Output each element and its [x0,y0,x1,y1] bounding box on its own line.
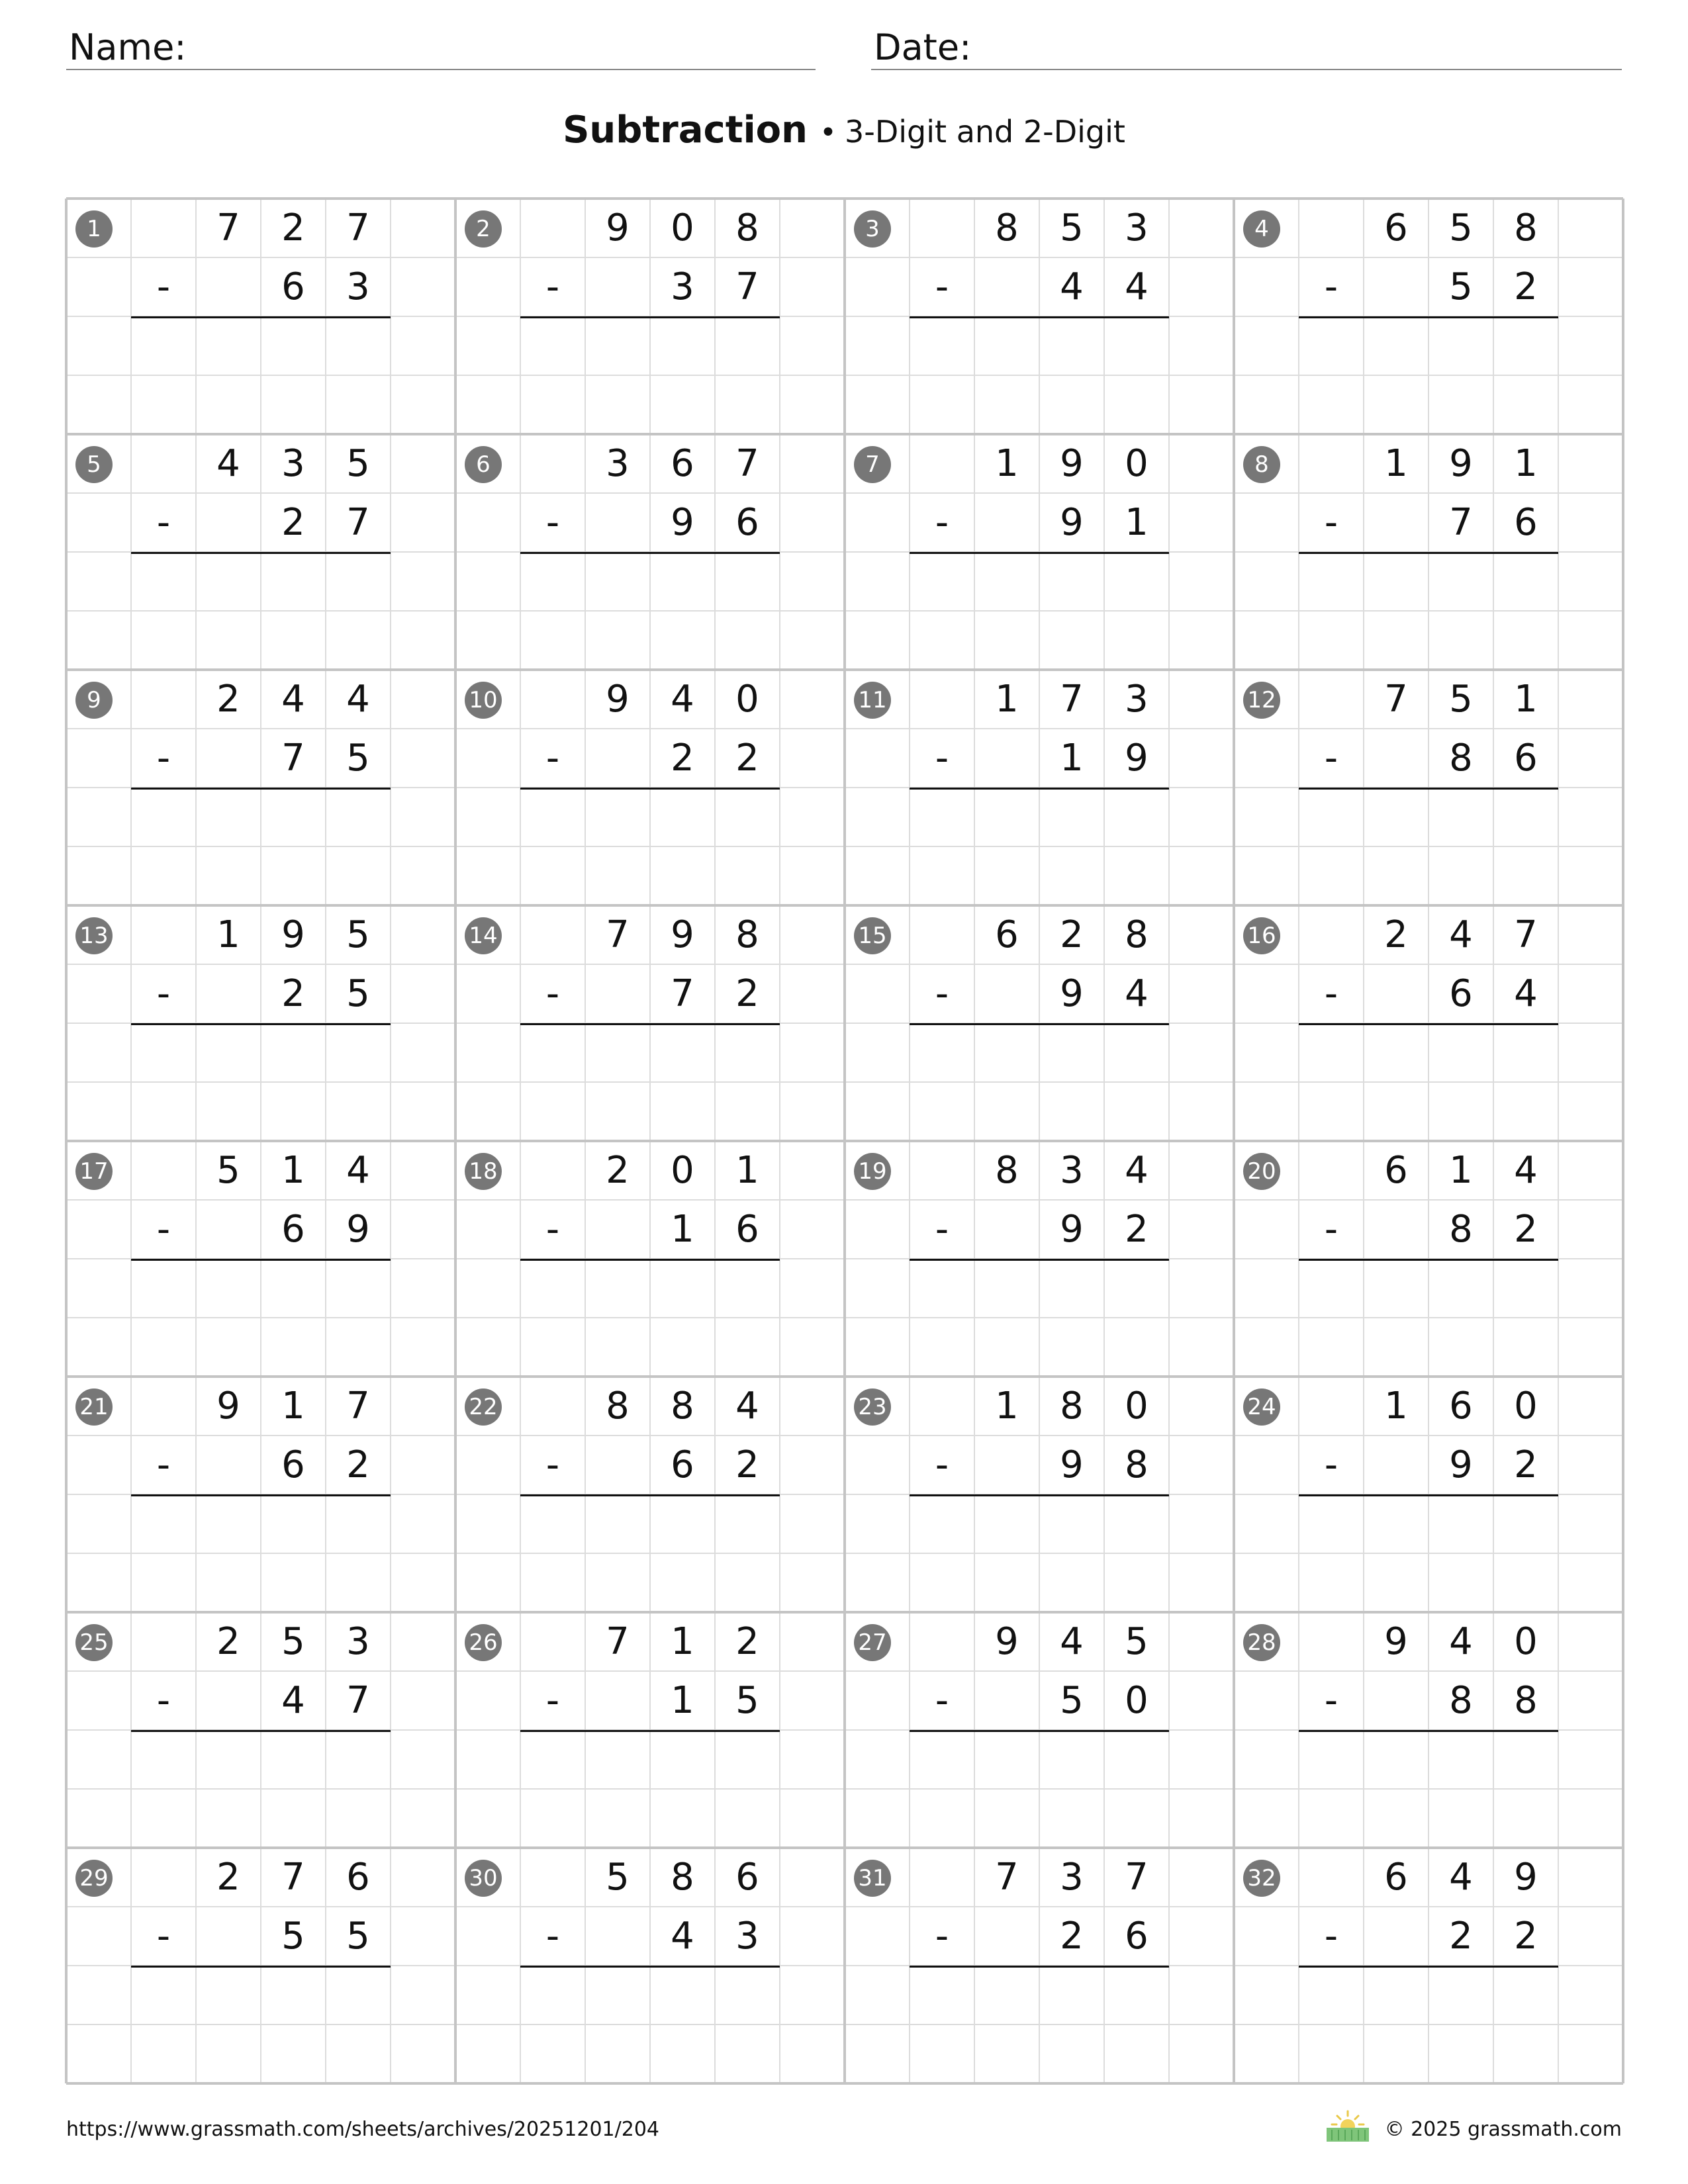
minuend-digit: 9 [216,1385,240,1428]
answer-rule [910,1730,1169,1732]
problem-23 [845,1377,1233,1612]
problem-number-badge: 9 [75,682,113,719]
problem-number-badge: 28 [1243,1624,1280,1661]
title-subtitle: 3-Digit and 2-Digit [844,114,1125,150]
minuend-digit: 3 [1060,1856,1084,1899]
subtrahend-digit: 8 [1449,1208,1473,1251]
name-label: Name: [69,26,187,68]
minuend-digit: 5 [346,442,370,485]
minuend-digit: 1 [995,442,1019,485]
minus-sign: - [545,1208,560,1251]
problem-26 [455,1612,843,1848]
subtrahend-digit: 2 [1514,1915,1538,1958]
answer-rule [910,552,1169,554]
minus-sign: - [1324,501,1338,544]
minus-sign: - [1324,1208,1338,1251]
subtrahend-digit: 8 [1449,737,1473,780]
subtrahend-digit: 2 [1514,1208,1538,1251]
minus-sign: - [545,1443,560,1486]
subtrahend-digit: 2 [1125,1208,1149,1251]
minuend-digit: 8 [671,1385,694,1428]
subtrahend-digit: 5 [1060,1679,1084,1722]
problem-number-badge: 21 [75,1388,113,1426]
minus-sign: - [935,1679,949,1722]
problem-number-badge: 25 [75,1624,113,1661]
minus-sign: - [545,1915,560,1958]
answer-rule [131,1023,391,1025]
answer-rule [1299,1259,1558,1261]
problem-29 [66,1848,454,2083]
minuend-digit: 9 [995,1620,1019,1663]
answer-rule [1299,316,1558,318]
minuend-digit: 8 [671,1856,694,1899]
subtrahend-digit: 9 [1449,1443,1473,1486]
subtrahend-digit: 6 [735,501,759,544]
minuend-digit: 9 [1449,442,1473,485]
subtrahend-digit: 9 [1060,501,1084,544]
subtrahend-digit: 1 [1060,737,1084,780]
problem-14 [455,905,843,1141]
minuend-digit: 4 [1449,1620,1473,1663]
minuend-digit: 2 [216,1856,240,1899]
answer-rule [1299,1966,1558,1968]
minuend-digit: 9 [606,206,630,250]
minuend-digit: 8 [735,206,759,250]
minuend-digit: 1 [281,1149,305,1192]
minus-sign: - [935,1915,949,1958]
minuend-digit: 4 [671,678,694,721]
minuend-digit: 6 [995,913,1019,956]
problem-4 [1234,199,1622,434]
minuend-digit: 7 [346,206,370,250]
minus-sign: - [156,1679,171,1722]
problem-5 [66,434,454,670]
date-label: Date: [874,26,972,68]
minuend-digit: 7 [1125,1856,1149,1899]
answer-rule [131,1494,391,1496]
minuend-digit: 5 [1125,1620,1149,1663]
problem-number-badge: 23 [854,1388,891,1426]
minuend-digit: 4 [1449,913,1473,956]
subtrahend-digit: 6 [281,1443,305,1486]
minuend-digit: 0 [735,678,759,721]
problem-2 [455,199,843,434]
subtrahend-digit: 3 [735,1915,759,1958]
minus-sign: - [1324,1443,1338,1486]
subtrahend-digit: 8 [1514,1679,1538,1722]
problem-number-badge: 32 [1243,1860,1280,1897]
subtrahend-digit: 2 [735,1443,759,1486]
problem-30 [455,1848,843,2083]
answer-rule [910,1259,1169,1261]
answer-rule [1299,1023,1558,1025]
minuend-digit: 8 [1125,913,1149,956]
subtrahend-digit: 5 [346,1915,370,1958]
problem-number-badge: 12 [1243,682,1280,719]
minuend-digit: 8 [995,206,1019,250]
answer-rule [131,1730,391,1732]
minus-sign: - [156,1208,171,1251]
answer-rule [910,316,1169,318]
minuend-digit: 3 [606,442,630,485]
minus-sign: - [545,737,560,780]
minuend-digit: 1 [281,1385,305,1428]
minus-sign: - [935,972,949,1015]
problem-16 [1234,905,1622,1141]
subtrahend-digit: 9 [671,501,694,544]
subtrahend-digit: 1 [671,1679,694,1722]
subtrahend-digit: 7 [671,972,694,1015]
answer-rule [520,316,780,318]
subtrahend-digit: 9 [1060,1208,1084,1251]
minus-sign: - [935,1208,949,1251]
problem-number-badge: 16 [1243,917,1280,954]
subtrahend-digit: 9 [1125,737,1149,780]
subtrahend-digit: 6 [281,1208,305,1251]
problem-3 [845,199,1233,434]
minuend-digit: 1 [1449,1149,1473,1192]
problem-8 [1234,434,1622,670]
subtrahend-digit: 8 [1449,1679,1473,1722]
problem-number-badge: 24 [1243,1388,1280,1426]
problem-number-badge: 8 [1243,446,1280,483]
minuend-digit: 7 [606,913,630,956]
minuend-digit: 2 [216,1620,240,1663]
minuend-digit: 2 [735,1620,759,1663]
minuend-digit: 6 [671,442,694,485]
answer-rule [131,1259,391,1261]
problem-number-badge: 20 [1243,1153,1280,1190]
minuend-digit: 6 [346,1856,370,1899]
subtrahend-digit: 5 [281,1915,305,1958]
minus-sign: - [1324,737,1338,780]
problem-10 [455,670,843,905]
answer-rule [910,788,1169,790]
answer-rule [1299,1730,1558,1732]
minuend-digit: 9 [1060,442,1084,485]
minuend-digit: 9 [606,678,630,721]
minuend-digit: 0 [1514,1385,1538,1428]
subtrahend-digit: 1 [671,1208,694,1251]
minuend-digit: 5 [1449,206,1473,250]
subtrahend-digit: 7 [1449,501,1473,544]
problem-number-badge: 22 [465,1388,502,1426]
subtrahend-digit: 6 [735,1208,759,1251]
answer-rule [520,788,780,790]
problem-1 [66,199,454,434]
subtrahend-digit: 7 [346,501,370,544]
title-main: Subtraction [563,109,808,152]
answer-rule [520,552,780,554]
minus-sign: - [1324,1679,1338,1722]
minuend-digit: 2 [1060,913,1084,956]
minus-sign: - [156,265,171,308]
answer-rule [1299,1494,1558,1496]
minuend-digit: 4 [735,1385,759,1428]
minuend-digit: 4 [216,442,240,485]
answer-rule [131,1966,391,1968]
answer-rule [520,1730,780,1732]
minuend-digit: 3 [346,1620,370,1663]
problem-13 [66,905,454,1141]
minus-sign: - [545,1679,560,1722]
subtrahend-digit: 2 [1060,1915,1084,1958]
minuend-digit: 8 [735,913,759,956]
subtrahend-digit: 2 [1514,1443,1538,1486]
problem-number-badge: 5 [75,446,113,483]
answer-rule [131,552,391,554]
minuend-digit: 5 [606,1856,630,1899]
subtrahend-digit: 2 [281,501,305,544]
answer-rule [1299,788,1558,790]
minuend-digit: 6 [1384,1856,1408,1899]
subtrahend-digit: 8 [1125,1443,1149,1486]
minus-sign: - [545,265,560,308]
problem-number-badge: 14 [465,917,502,954]
minus-sign: - [156,737,171,780]
problem-number-badge: 3 [854,210,891,248]
minuend-digit: 6 [1449,1385,1473,1428]
minuend-digit: 1 [995,1385,1019,1428]
minuend-digit: 7 [216,206,240,250]
minus-sign: - [935,737,949,780]
problem-12 [1234,670,1622,905]
minuend-digit: 0 [1514,1620,1538,1663]
answer-rule [520,1259,780,1261]
problem-number-badge: 2 [465,210,502,248]
subtrahend-digit: 5 [1449,265,1473,308]
minuend-digit: 3 [1060,1149,1084,1192]
subtrahend-digit: 4 [671,1915,694,1958]
minuend-digit: 7 [1060,678,1084,721]
minus-sign: - [545,972,560,1015]
minuend-digit: 6 [1384,1149,1408,1192]
minuend-digit: 1 [1384,1385,1408,1428]
subtrahend-digit: 9 [1060,1443,1084,1486]
minus-sign: - [1324,972,1338,1015]
minuend-digit: 4 [1514,1149,1538,1192]
subtrahend-digit: 6 [281,265,305,308]
problem-number-badge: 6 [465,446,502,483]
minus-sign: - [1324,1915,1338,1958]
answer-rule [1299,552,1558,554]
minuend-digit: 4 [1449,1856,1473,1899]
problem-number-badge: 31 [854,1860,891,1897]
problem-number-badge: 10 [465,682,502,719]
minuend-digit: 5 [216,1149,240,1192]
problem-number-badge: 19 [854,1153,891,1190]
minuend-digit: 7 [735,442,759,485]
minuend-digit: 1 [735,1149,759,1192]
answer-rule [131,316,391,318]
problem-25 [66,1612,454,1848]
subtrahend-digit: 2 [281,972,305,1015]
minus-sign: - [935,265,949,308]
minuend-digit: 0 [671,206,694,250]
footer-url[interactable]: https://www.grassmath.com/sheets/archives/20251201/204 [66,2118,660,2141]
subtrahend-digit: 2 [1514,265,1538,308]
subtrahend-digit: 2 [671,737,694,780]
problem-27 [845,1612,1233,1848]
subtrahend-digit: 5 [346,972,370,1015]
subtrahend-digit: 6 [1514,501,1538,544]
minuend-digit: 0 [1125,442,1149,485]
subtrahend-digit: 9 [346,1208,370,1251]
subtrahend-digit: 4 [1125,972,1149,1015]
minuend-digit: 4 [1125,1149,1149,1192]
subtrahend-digit: 7 [735,265,759,308]
problem-11 [845,670,1233,905]
subtrahend-digit: 2 [1449,1915,1473,1958]
minus-sign: - [1324,265,1338,308]
minuend-digit: 7 [995,1856,1019,1899]
footer-copyright: © 2025 grassmath.com [1384,2118,1622,2141]
minuend-digit: 5 [346,913,370,956]
subtrahend-digit: 2 [735,972,759,1015]
subtrahend-digit: 4 [281,1679,305,1722]
minuend-digit: 0 [1125,1385,1149,1428]
minuend-digit: 2 [281,206,305,250]
sun-over-grass-icon [1324,2110,1372,2143]
subtrahend-digit: 7 [346,1679,370,1722]
subtrahend-digit: 9 [1060,972,1084,1015]
minuend-digit: 1 [1384,442,1408,485]
minuend-digit: 1 [216,913,240,956]
subtrahend-digit: 3 [346,265,370,308]
subtrahend-digit: 4 [1514,972,1538,1015]
problem-number-badge: 7 [854,446,891,483]
subtrahend-digit: 7 [281,737,305,780]
subtrahend-digit: 3 [671,265,694,308]
minuend-digit: 4 [1060,1620,1084,1663]
subtrahend-digit: 2 [735,737,759,780]
subtrahend-digit: 5 [346,737,370,780]
subtrahend-digit: 5 [735,1679,759,1722]
minus-sign: - [545,501,560,544]
problem-21 [66,1377,454,1612]
answer-rule [910,1023,1169,1025]
subtrahend-digit: 6 [1449,972,1473,1015]
minus-sign: - [156,1915,171,1958]
minuend-digit: 4 [346,1149,370,1192]
minuend-digit: 7 [1514,913,1538,956]
problem-number-badge: 29 [75,1860,113,1897]
minuend-digit: 4 [346,678,370,721]
minuend-digit: 4 [281,678,305,721]
minuend-digit: 8 [1514,206,1538,250]
minuend-digit: 5 [281,1620,305,1663]
problem-28 [1234,1612,1622,1848]
problem-18 [455,1141,843,1377]
answer-rule [520,1023,780,1025]
problem-9 [66,670,454,905]
minuend-digit: 6 [735,1856,759,1899]
subtrahend-digit: 2 [346,1443,370,1486]
minuend-digit: 8 [995,1149,1019,1192]
problem-number-badge: 11 [854,682,891,719]
minuend-digit: 1 [1514,678,1538,721]
minuend-digit: 9 [1384,1620,1408,1663]
problem-19 [845,1141,1233,1377]
problem-number-badge: 15 [854,917,891,954]
minuend-digit: 0 [671,1149,694,1192]
subtrahend-digit: 1 [1125,501,1149,544]
minuend-digit: 2 [1384,913,1408,956]
minuend-digit: 7 [281,1856,305,1899]
subtrahend-digit: 0 [1125,1679,1149,1722]
minuend-digit: 3 [281,442,305,485]
problem-number-badge: 4 [1243,210,1280,248]
minus-sign: - [935,1443,949,1486]
subtrahend-digit: 6 [671,1443,694,1486]
problem-number-badge: 13 [75,917,113,954]
problem-31 [845,1848,1233,2083]
problem-number-badge: 27 [854,1624,891,1661]
minuend-digit: 1 [1514,442,1538,485]
minuend-digit: 1 [671,1620,694,1663]
minuend-digit: 8 [1060,1385,1084,1428]
subtrahend-digit: 4 [1060,265,1084,308]
problem-17 [66,1141,454,1377]
minuend-digit: 5 [1449,678,1473,721]
subtrahend-digit: 6 [1125,1915,1149,1958]
problem-number-badge: 18 [465,1153,502,1190]
minuend-digit: 8 [606,1385,630,1428]
minuend-digit: 7 [1384,678,1408,721]
minuend-digit: 7 [606,1620,630,1663]
minuend-digit: 6 [1384,206,1408,250]
answer-rule [910,1966,1169,1968]
minuend-digit: 1 [995,678,1019,721]
problem-number-badge: 1 [75,210,113,248]
answer-rule [910,1494,1169,1496]
subtrahend-digit: 4 [1125,265,1149,308]
answer-rule [520,1966,780,1968]
minuend-digit: 5 [1060,206,1084,250]
subtrahend-digit: 6 [1514,737,1538,780]
title-separator: • [820,116,837,150]
problem-22 [455,1377,843,1612]
answer-rule [520,1494,780,1496]
minuend-digit: 3 [1125,206,1149,250]
answer-rule [131,788,391,790]
minuend-digit: 7 [346,1385,370,1428]
problem-number-badge: 17 [75,1153,113,1190]
problem-number-badge: 26 [465,1624,502,1661]
problem-7 [845,434,1233,670]
minuend-digit: 9 [281,913,305,956]
problem-number-badge: 30 [465,1860,502,1897]
problem-6 [455,434,843,670]
minus-sign: - [156,501,171,544]
minuend-digit: 2 [606,1149,630,1192]
minuend-digit: 9 [671,913,694,956]
problem-20 [1234,1141,1622,1377]
minuend-digit: 3 [1125,678,1149,721]
minuend-digit: 9 [1514,1856,1538,1899]
minus-sign: - [156,972,171,1015]
minuend-digit: 2 [216,678,240,721]
problem-32 [1234,1848,1622,2083]
minus-sign: - [156,1443,171,1486]
minus-sign: - [935,501,949,544]
problem-24 [1234,1377,1622,1612]
problem-15 [845,905,1233,1141]
